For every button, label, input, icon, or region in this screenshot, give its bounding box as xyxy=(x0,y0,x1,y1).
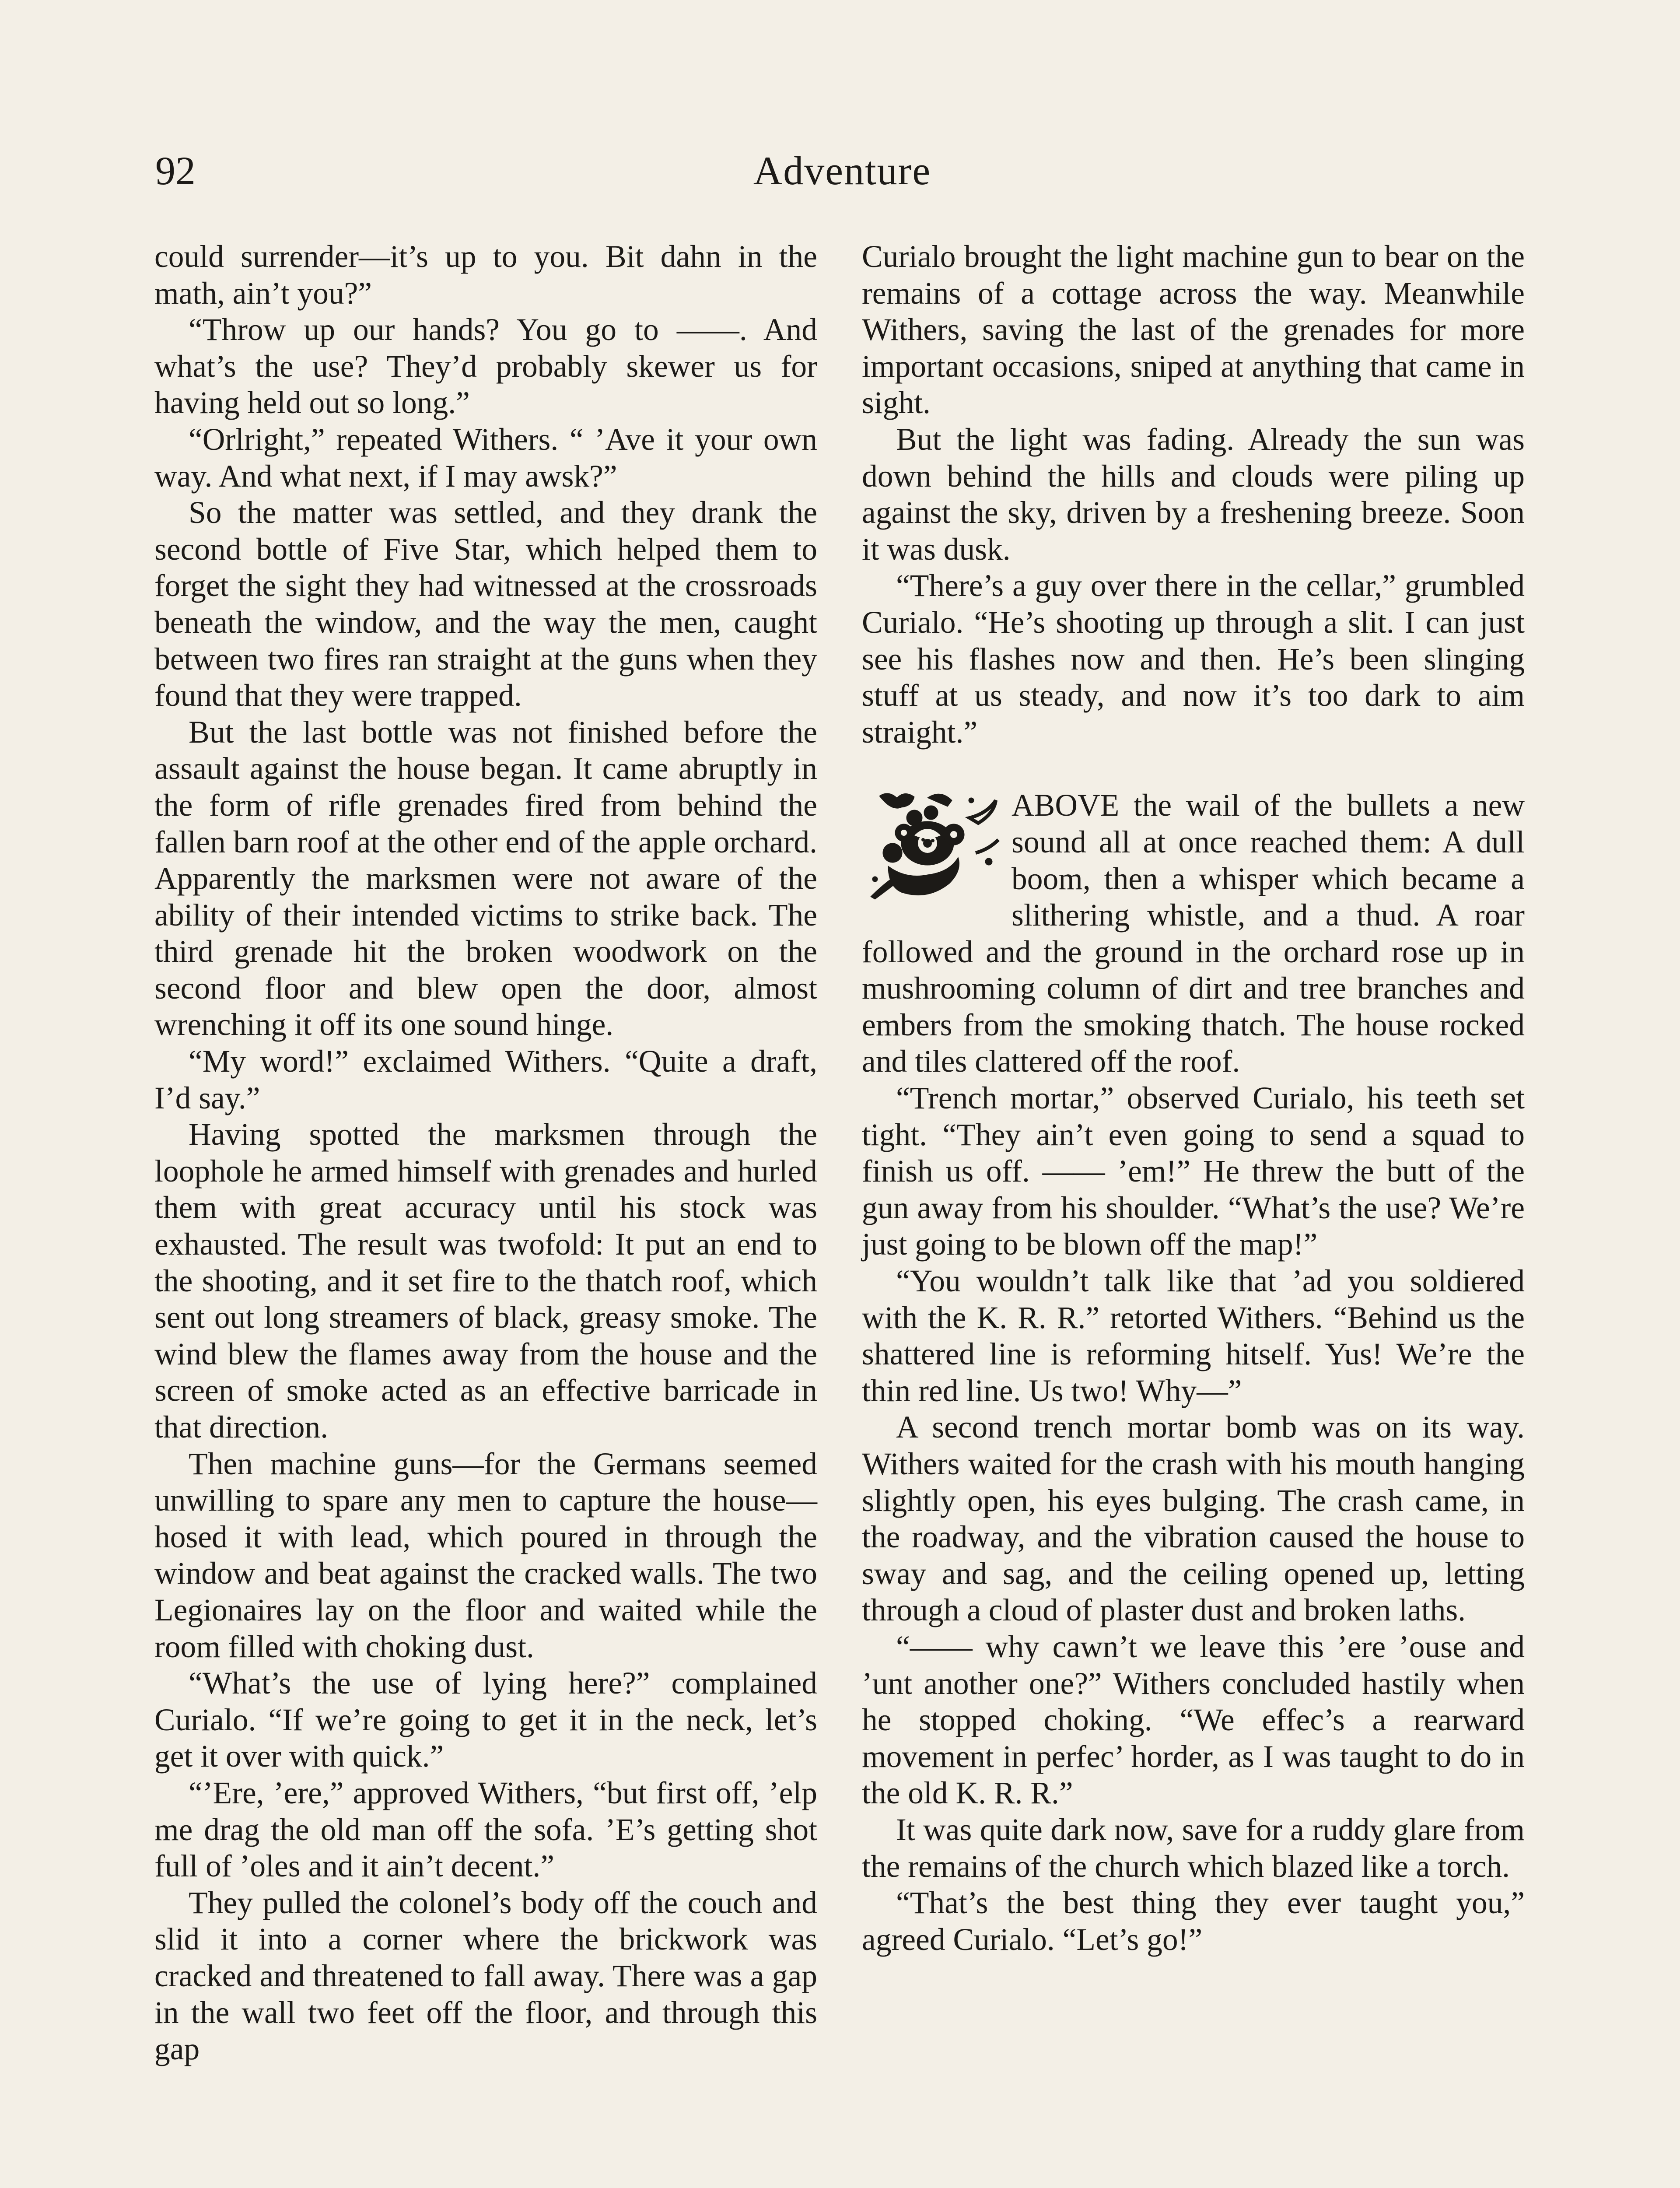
section-break xyxy=(862,750,1525,787)
paragraph: “My word!” exclaimed Withers. “Quite a draft, I’d say.” xyxy=(154,1044,817,1115)
paragraph: “You wouldn’t talk like that ’ad you soldiered with the K. R. R.” retorted Withers. “Behind us the shattered line is reforming hitself. Yus! We’re the thin red line. Us two! Why—” xyxy=(862,1264,1525,1408)
paragraph: “There’s a guy over there in the cellar,” grumbled Curialo. “He’s shooting up through a slit. I can just see his flashes now and then. He’s been slinging stuff at us steady, and now it’s too dark to aim straight.” xyxy=(862,568,1525,750)
paragraph: “That’s the best thing they ever taught you,” agreed Curialo. “Let’s go!” xyxy=(862,1886,1525,1957)
paragraph: Then machine guns—for the Germans seemed unwilling to spare any men to capture the house—hosed it with lead, which poured in through the window and beat against the cracked walls. The two Legionaires lay on the floor and waited while the room filled with choking dust. xyxy=(154,1446,817,1664)
paragraph: But the last bottle was not finished before the assault against the house began. It came abruptly in the form of rifle grenades fired from behind the fallen barn roof at the other end of the apple orchard. Apparently the marksmen were not aware of the ability of their intended victims to strike back. The third grenade hit the broken woodwork on the second floor and blew open the door, almost wrenching it off its one sound hinge. xyxy=(154,715,817,1042)
paragraph: could surrender—it’s up to you. Bit dahn in the math, ain’t you?” xyxy=(154,239,817,311)
floral-ornament-icon xyxy=(862,787,1006,905)
paragraph: “Orlright,” repeated Withers. “ ’Ave it your own way. And what next, if I may awsk?” xyxy=(154,422,817,494)
page-header xyxy=(155,144,1529,197)
paragraph: So the matter was settled, and they drank the second bottle of Five Star, which helped them to forget the sight they had witnessed at the crossroads beneath the window, and the way the men, caught between two fires ran straight at the guns when they found that they were trapped. xyxy=(154,495,817,713)
paragraph: “Throw up our hands? You go to ——. And what’s the use? They’d probably skewer us for having held out so long.” xyxy=(154,312,817,421)
paragraph: It was quite dark now, save for a ruddy glare from the remains of the church which blazed like a torch. xyxy=(862,1812,1525,1884)
paragraph: A second trench mortar bomb was on its way. Withers waited for the crash with his mouth hanging slightly open, his eyes bulging. The crash came, in the roadway, and the vibration caused the house to sway and sag, and the ceiling opened up, letting through a cloud of plaster dust and broken laths. xyxy=(862,1410,1525,1628)
left-column xyxy=(154,238,817,2068)
page-number: 92 xyxy=(155,148,196,193)
paragraph: “What’s the use of lying here?” complained Curialo. “If we’re going to get it in the neck, let’s get it over with quick.” xyxy=(154,1666,817,1774)
paragraph: “Trench mortar,” observed Curialo, his teeth set tight. “They ain’t even going to send a squad to finish us off. —— ’em!” He threw the butt of the gun away from his shoulder. “What’s the use? We’re just going to be blown off the map!” xyxy=(862,1081,1525,1262)
paragraph: Curialo brought the light machine gun to bear on the remains of a cottage across the way. Meanwhile Withers, saving the last of the grenades for more important occasions, sniped at anything that came in sight. xyxy=(862,239,1525,421)
paragraph: “—— why cawn’t we leave this ’ere ’ouse and ’unt another one?” Withers concluded hastily when he stopped choking. “We effec’s a rearward movement in perfec’ horder, as I was taught to do in the old K. R. R.” xyxy=(862,1629,1525,1811)
right-column xyxy=(862,238,1525,1958)
paragraph: But the light was fading. Already the sun was down behind the hills and clouds were piling up against the sky, driven by a freshening breeze. Soon it was dusk. xyxy=(862,422,1525,567)
paragraph: Having spotted the marksmen through the loophole he armed himself with grenades and hurled them with great accuracy until his stock was exhausted. The result was twofold: It put an end to the shooting, and it set fire to the thatch roof, which sent out long streamers of black, greasy smoke. The wind blew the flames away from the house and the screen of smoke acted as an effective barricade in that direction. xyxy=(154,1117,817,1445)
paragraph: “’Ere, ’ere,” approved Withers, “but first off, ’elp me drag the old man off the sofa. ’E’s getting shot full of ’oles and it ain’t decent.” xyxy=(154,1775,817,1884)
running-title: Adventure xyxy=(753,148,931,193)
paragraph: ABOVE the wail of the bullets a new sound all at once reached them: A dull boom, then a whisper which became a slithering whistle, and a thud. A roar followed and the ground in the orchard rose up in mushrooming column of dirt and tree branches and embers from the smoking thatch. The house rocked and tiles clattered off the roof. xyxy=(862,788,1525,1079)
paragraph: They pulled the colonel’s body off the couch and slid it into a corner where the brickwork was cracked and threatened to fall away. There was a gap in the wall two feet off the floor, and through this gap xyxy=(154,1885,817,2067)
